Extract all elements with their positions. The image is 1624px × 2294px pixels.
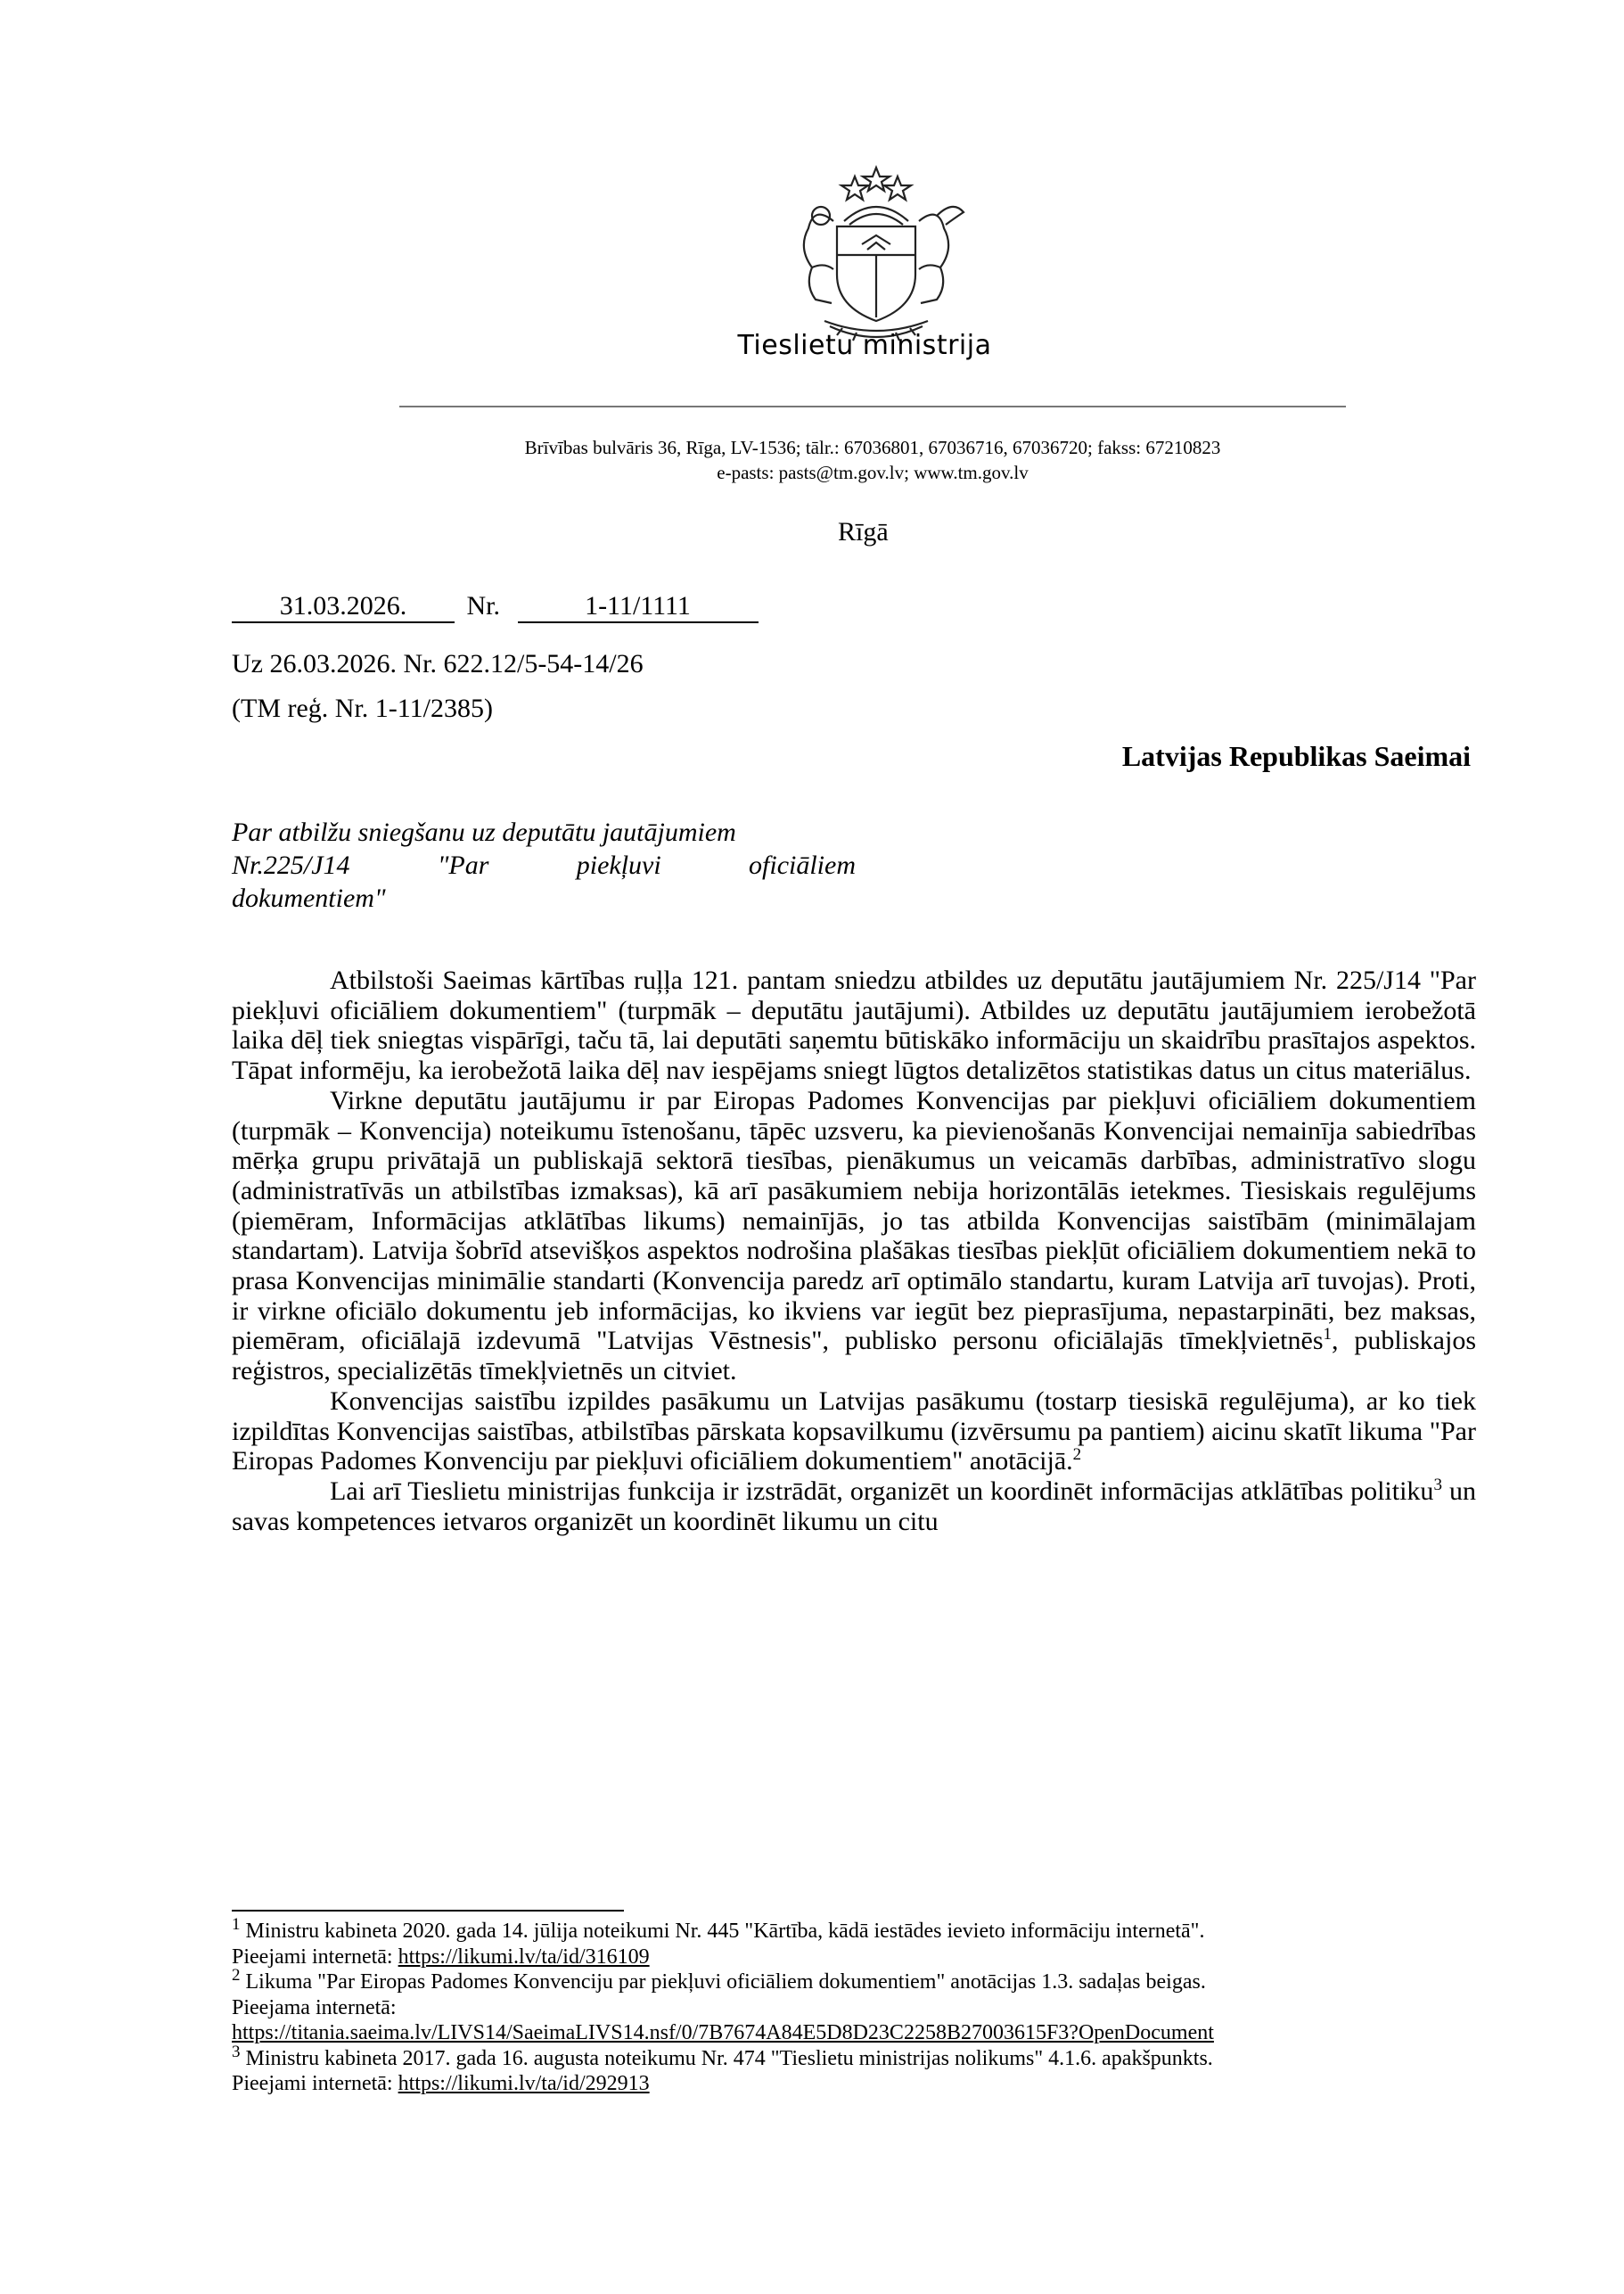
registration-line: (TM reģ. Nr. 1-11/2385): [232, 694, 493, 723]
subject-line: Par atbilžu sniegšanu uz deputātu jautājumiem: [232, 818, 736, 847]
recipient: Latvijas Republikas Saeimai: [1121, 740, 1471, 772]
footnote-ref: 2: [1072, 1445, 1082, 1465]
footnote: Pieejama internetā:: [232, 1995, 397, 2019]
paragraph: Virkne deputātu jautājumu ir par Eiropas Padomes Konvencijas par piekļuvi oficiāliem dokumentiem (turpmāk – Konvencija) noteikumu īstenošanu, tāpēc uzsveru, ka pievienošanās Konvencijai nemainīja sabiedrības mērķa grupu privātajā un publiskajā sektorā tiesības, pienākumus un veicamās darbības, administratīvo slogu (administratīvās un atbilstības izmaksas), kā arī pasākumiem nebija horizontālās ietekmes. Tiesiskais regulējums (piemēram, Informācijas atklātības likums) nemainījās, jo tas atbilda Konvencijas saistībām (minimālajam standartam). Latvija šobrīd atsevišķos aspektos nodrošina plašākas tiesības piekļūt oficiāliem dokumentiem nekā to prasa Konvencijas minimālie standarti (Konvencija paredz arī optimālo standartu, kuram Latvija arī tuvojas). Proti, ir virkne oficiālo dokumentu jeb informācijas, ko ikviens var iegūt bez pieprasījuma, nepastarpināti, bez maksas, piemēram, oficiālajā izdevumā "Latvijas Vēstnesis", publisko personu oficiālajās tīmekļvietnēs$^1$, publiskajos reģistros, specializētās tīmekļvietnēs un citviet.: [232, 1085, 1477, 1386]
footnote-divider: [232, 1910, 624, 1912]
footnote-ref: 1: [1323, 1325, 1333, 1344]
document-date-number: [232, 591, 856, 629]
footnote-link[interactable]: https://likumi.lv/ta/id/316109: [398, 1945, 650, 1969]
footnote: Pieejami internetā: https://likumi.lv/ta/id/316109: [232, 1945, 650, 1969]
footnote-link[interactable]: https://likumi.lv/ta/id/292913: [398, 2072, 650, 2095]
coat-of-arms-emblem: [762, 150, 989, 350]
number-label: Nr.: [466, 591, 500, 621]
reference-line: Uz 26.03.2026. Nr. 622.12/5-54-14/26: [232, 649, 644, 678]
footnote: $^1$ Ministru kabineta 2020. gada 14. jūlija noteikumi Nr. 445 "Kārtība, kādā iestādes ievieto informāciju internetā".: [232, 1915, 1205, 1943]
letter-body: [232, 966, 1476, 1536]
contact-address: Brīvības bulvāris 36, Rīga, LV-1536; tālr.: 67036801, 67036716, 67036720; fakss: 67210823: [524, 437, 1221, 458]
paragraph: Konvencijas saistību izpildes pasākumu un Latvijas pasākumu (tostarp tiesiskā regulējuma), ar ko tiek izpildītas Konvencijas saistības, atbilstības pārskata kopsavilkumu (izvērsumu pa pantiem) aicinu skatīt likuma "Par Eiropas Padomes Konvenciju par piekļuvi oficiāliem dokumentiem" anotācijā.$^2$: [232, 1385, 1476, 1476]
document-number: 1-11/1111: [518, 591, 759, 623]
header-divider: [399, 406, 1346, 407]
ministry-name: Tieslietu ministrija: [737, 330, 992, 361]
footnote-link[interactable]: https://titania.saeima.lv/LIVS14/SaeimaLIVS14.nsf/0/7B7674A84E5D8D23C2258B27003615F3?OpenDocument: [232, 2021, 1214, 2044]
footnote: Pieejami internetā: https://likumi.lv/ta/id/292913: [232, 2072, 650, 2095]
document-date: 31.03.2026.: [232, 591, 455, 623]
place-of-issue: Rīgā: [838, 517, 889, 547]
footnote: $^2$ Likuma "Par Eiropas Padomes Konvenciju par piekļuvi oficiāliem dokumentiem" anotācijas 1.3. sadaļas beigas.: [232, 1966, 1206, 1994]
subject-line: dokumentiem": [232, 884, 386, 913]
footnote: [232, 2020, 1480, 2046]
footnote: $^3$ Ministru kabineta 2017. gada 16. augusta noteikumu Nr. 474 "Tieslietu ministrijas nolikums" 4.1.6. apakšpunkts.: [232, 2042, 1213, 2070]
subject-line: Nr.225/J14 "Par piekļuvi oficiāliem: [232, 851, 856, 880]
footnote-ref: 3: [1433, 1475, 1442, 1494]
paragraph: Lai arī Tieslietu ministrijas funkcija ir izstrādāt, organizēt un koordinēt informācijas atklātības politiku$^3$ un savas kompetences ietvaros organizēt un koordinēt likumu un citu: [232, 1475, 1477, 1536]
paragraph: Atbilstoši Saeimas kārtības ruļļa 121. pantam sniedzu atbildes uz deputātu jautājumiem Nr. 225/J14 "Par piekļuvi oficiāliem dokumentiem" (turpmāk – deputātu jautājumi). Atbildes uz deputātu jautājumiem ierobežotā laika dēļ tiek sniegtas vispārīgi, taču tā, lai deputāti saņemtu būtiskāko informāciju un skaidrību prasītajos aspektos. Tāpat informēju, ka ierobežotā laika dēļ nav iespējams sniegt lūgtos detalizētos statistikas datus un citus materiālus.: [232, 966, 1476, 1086]
subject: [232, 816, 856, 915]
footnotes: [232, 1915, 1480, 2097]
contact-email: e-pasts: pasts@tm.gov.lv; www.tm.gov.lv: [717, 462, 1029, 483]
